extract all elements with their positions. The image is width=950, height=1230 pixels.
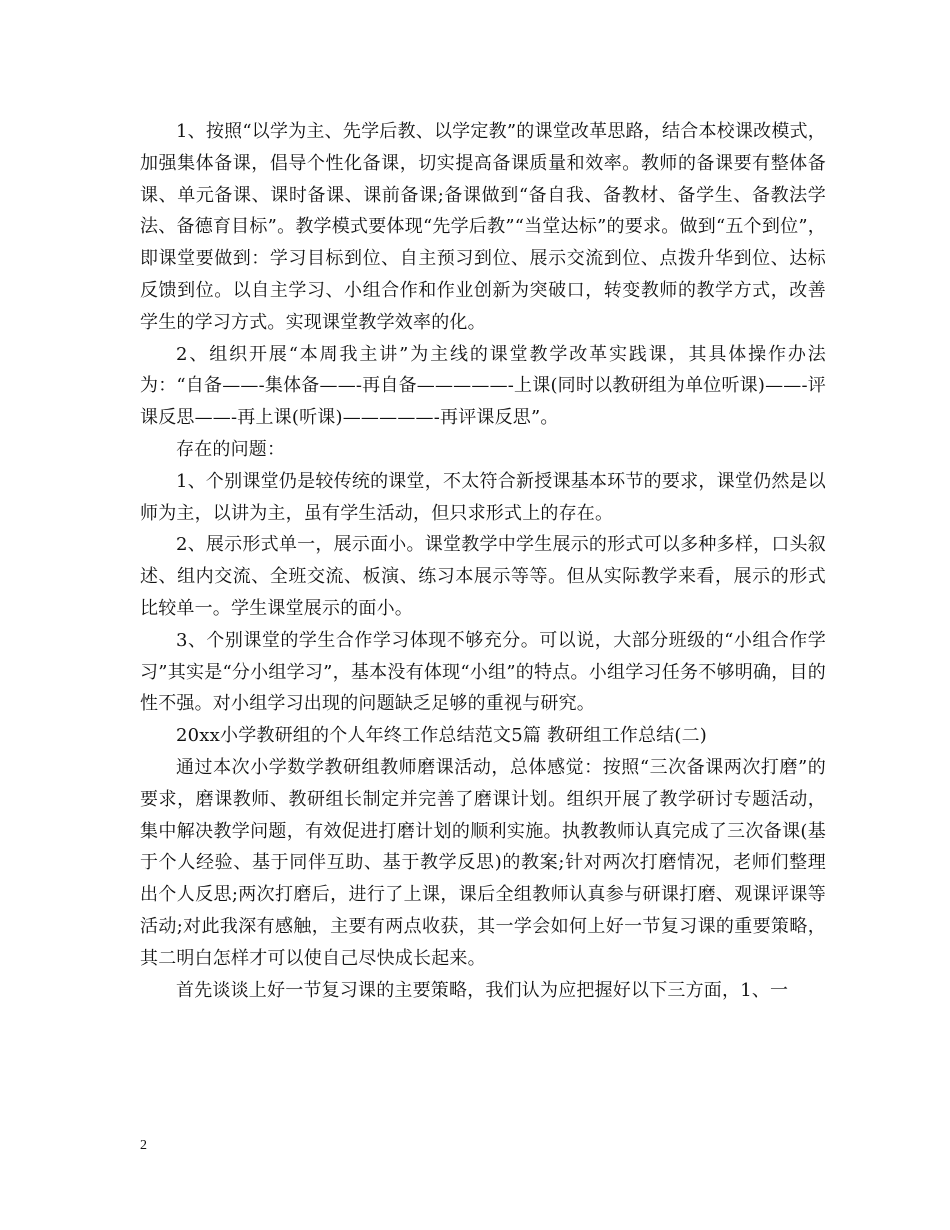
paragraph-problem-1: 1、个别课堂仍是较传统的课堂，不太符合新授课基本环节的要求，课堂仍然是以师为主，以讲为主，虽有学生活动，但只求形式上的存在。 — [140, 470, 826, 524]
section-title: 20xx小学教研组的个人年终工作总结范文5篇 教研组工作总结(二) — [176, 725, 708, 747]
paragraph-problem-3: 3、个别课堂的学生合作学习体现不够充分。可以说，大部分班级的“小组合作学习”其实是“分小组学习”，基本没有体现“小组”的特点。小组学习任务不够明确，目的性不强。对小组学习出现的问题缺乏足够的重视与研究。 — [140, 629, 826, 715]
paragraph-practice-class: 2、组织开展“本周我主讲”为主线的课堂教学改革实践课，其具体操作办法为：“自备——-集体备——-再自备—————-上课(同时以教研组为单位听课)——-评课反思——-再上课(听课)—————-再评课反思”。 — [140, 343, 826, 429]
paragraph-review-strategy: 首先谈谈上好一节复习课的主要策略，我们认为应把握好以下三方面，1、一 — [176, 979, 789, 1001]
paragraph-problems-heading: 存在的问题： — [176, 438, 286, 460]
paragraph-polish-lessons: 通过本次小学数学教研组教师磨课活动，总体感觉：按照“三次备课两次打磨”的要求，磨课教师、教研组长制定并完善了磨课计划。组织开展了教学研讨专题活动，集中解决教学问题，有效促进打磨计划的顺利实施。执教教师认真完成了三次备课(基于个人经验、基于同伴互助、基于教学反思)的教案;针对两次打磨情况，老师们整理出个人反思;两次打磨后，进行了上课，课后全组教师认真参与研课打磨、观课评课等活动;对此我深有感触，主要有两点收获，其一学会如何上好一节复习课的重要策略，其二明白怎样才可以使自己尽快成长起来。 — [140, 756, 826, 969]
paragraph-problem-2: 2、展示形式单一，展示面小。课堂教学中学生展示的形式可以多种多样，口头叙述、组内交流、全班交流、板演、练习本展示等等。但从实际教学来看，展示的形式比较单一。学生课堂展示的面小。 — [140, 534, 826, 619]
page-number: 2 — [140, 1138, 147, 1153]
document-body — [140, 116, 826, 1006]
paragraph-reform-approach: 1、按照“以学为主、先学后教、以学定教”的课堂改革思路，结合本校课改模式，加强集体备课，倡导个性化备课，切实提高备课质量和效率。教师的备课要有整体备课、单元备课、课时备课、课前备课;备课做到“备自我、备教材、备学生、备教法学法、备德育目标”。教学模式要体现“先学后教”“当堂达标”的要求。做到“五个到位”，即课堂要做到：学习目标到位、自主预习到位、展示交流到位、点拨升华到位、达标反馈到位。以自主学习、小组合作和作业创新为突破口，转变教师的教学方式，改善学生的学习方式。实现课堂教学效率的化。 — [140, 121, 826, 333]
